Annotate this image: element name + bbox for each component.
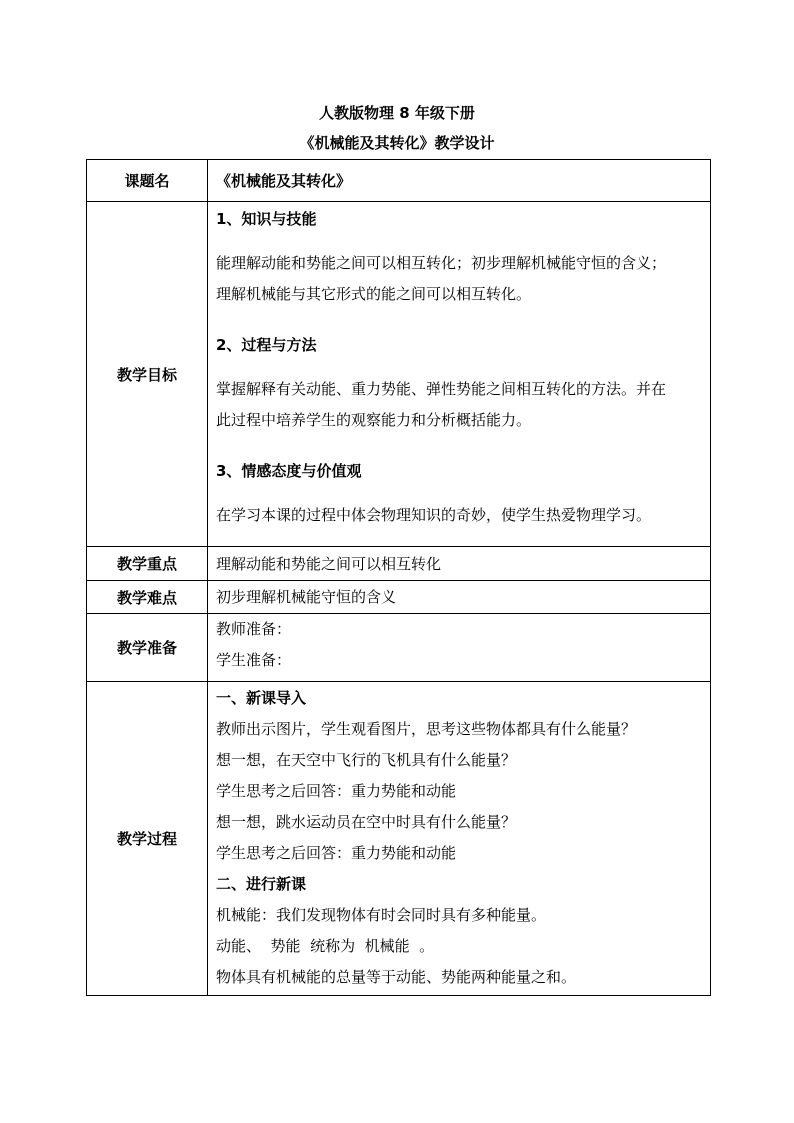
process-line: 物体具有机械能的总量等于动能、势能两种能量之和。 — [216, 968, 577, 986]
row-topic — [87, 160, 711, 202]
goal-heading-1: 1、知识与技能 — [216, 210, 317, 228]
process-line: 动能、 势能 统称为 机械能 。 — [216, 937, 435, 955]
goal-heading-2: 2、过程与方法 — [216, 336, 317, 354]
goal-text-3a: 在学习本课的过程中体会物理知识的奇妙，使学生热爱物理学习。 — [216, 506, 652, 524]
label-topic: 课题名 — [87, 160, 208, 202]
label-preparation: 教学准备 — [87, 614, 208, 682]
label-goals: 教学目标 — [87, 202, 208, 547]
label-difficulty: 教学难点 — [87, 581, 208, 614]
value-topic — [208, 160, 711, 202]
goal-text-2a: 掌握解释有关动能、重力势能、弹性势能之间相互转化的方法。并在 — [216, 380, 667, 398]
goal-heading-3: 3、情感态度与价值观 — [216, 462, 362, 480]
row-process — [87, 682, 711, 996]
process-line: 教师出示图片，学生观看图片，思考这些物体都具有什么能量？ — [216, 720, 637, 738]
value-key-point — [208, 547, 711, 581]
label-key-point: 教学重点 — [87, 547, 208, 581]
value-difficulty — [208, 581, 711, 614]
teacher-prep-text: 教师准备： — [216, 620, 292, 638]
row-difficulty — [87, 581, 711, 614]
value-preparation — [208, 614, 711, 682]
goal-text-1a: 能理解动能和势能之间可以相互转化；初步理解机械能守恒的含义； — [216, 254, 667, 272]
lesson-plan-table — [86, 159, 711, 996]
goal-text-1b: 理解机械能与其它形式的能之间可以相互转化。 — [216, 285, 532, 303]
process-line: 想一想，在天空中飞行的飞机具有什么能量？ — [216, 751, 517, 769]
goal-text-2b: 此过程中培养学生的观察能力和分析概括能力。 — [216, 411, 532, 429]
row-goals — [87, 202, 711, 547]
topic-text: 《机械能及其转化》 — [216, 171, 352, 190]
label-process: 教学过程 — [87, 682, 208, 996]
key-point-text: 理解动能和势能之间可以相互转化 — [216, 554, 442, 573]
row-preparation — [87, 614, 711, 682]
document-subtitle: 《机械能及其转化》教学设计 — [299, 134, 495, 152]
row-key-point — [87, 547, 711, 581]
process-line: 学生思考之后回答：重力势能和动能 — [216, 782, 457, 800]
document-title: 人教版物理 8 年级下册 — [319, 104, 475, 122]
value-process — [208, 682, 711, 996]
process-line: 学生思考之后回答：重力势能和动能 — [216, 844, 457, 862]
process-line: 想一想，跳水运动员在空中时具有什么能量？ — [216, 813, 517, 831]
difficulty-text: 初步理解机械能守恒的含义 — [216, 588, 397, 606]
process-line: 机械能：我们发现物体有时会同时具有多种能量。 — [216, 906, 547, 924]
process-heading-2: 二、进行新课 — [216, 875, 307, 893]
process-heading-1: 一、新课导入 — [216, 689, 307, 707]
value-goals — [208, 202, 711, 547]
student-prep-text: 学生准备： — [216, 651, 292, 669]
